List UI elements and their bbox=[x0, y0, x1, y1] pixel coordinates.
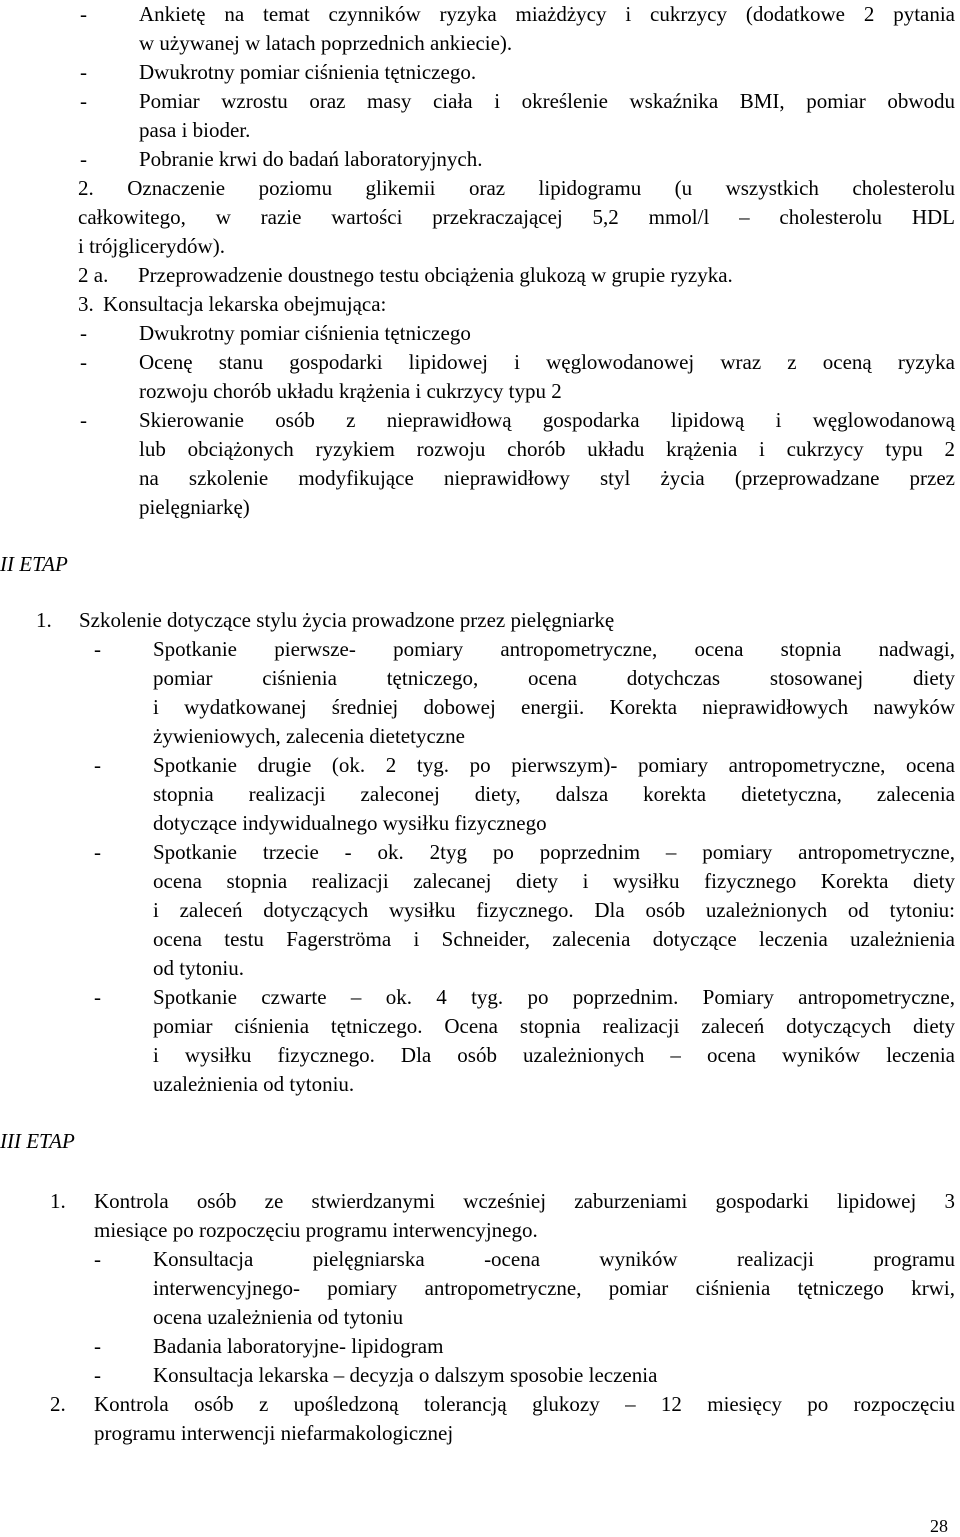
list-item: Skierowanie osób z nieprawidłową gospodarka lipidową i węglowodanową bbox=[139, 408, 955, 432]
point-label: 3. bbox=[78, 292, 94, 316]
point-label: 1. bbox=[36, 608, 52, 632]
list-dash: - bbox=[80, 147, 87, 171]
list-item-continuation: ocena stopnia realizacji zalecanej diety i wysiłku fizycznego Korekta diety bbox=[153, 869, 955, 893]
list-item-continuation: dotyczące indywidualnego wysiłku fizycznego bbox=[153, 811, 547, 835]
list-item: Ocenę stanu gospodarki lipidowej i węglowodanowej wraz z oceną ryzyka bbox=[139, 350, 955, 374]
list-dash: - bbox=[94, 840, 101, 864]
list-item-continuation: lub obciążonych ryzykiem rozwoju chorób układu krążenia i cukrzycy typu 2 bbox=[139, 437, 955, 461]
list-dash: - bbox=[80, 2, 87, 26]
paragraph-line: Przeprowadzenie doustnego testu obciążenia glukozą w grupie ryzyka. bbox=[138, 263, 733, 287]
list-item-continuation: i zaleceń dotyczących wysiłku fizycznego. Dla osób uzależnionych od tytoniu: bbox=[153, 898, 955, 922]
list-item-continuation: żywieniowych, zalecenia dietetyczne bbox=[153, 724, 465, 748]
list-item: Spotkanie pierwsze- pomiary antropometryczne, ocena stopnia nadwagi, bbox=[153, 637, 955, 661]
point-label: 2. bbox=[50, 1392, 66, 1416]
list-item: Spotkanie drugie (ok. 2 tyg. po pierwszym)- pomiary antropometryczne, ocena bbox=[153, 753, 955, 777]
list-dash: - bbox=[80, 89, 87, 113]
paragraph-line: całkowitego, w razie wartości przekraczającej 5,2 mmol/l – cholesterolu HDL bbox=[78, 205, 955, 229]
paragraph-line: Konsultacja lekarska obejmująca: bbox=[103, 292, 387, 316]
paragraph-line: Kontrola osób z upośledzoną tolerancją glukozy – 12 miesięcy po rozpoczęciu bbox=[94, 1392, 955, 1416]
paragraph-line: Kontrola osób ze stwierdzanymi wcześniej zaburzeniami gospodarki lipidowej 3 bbox=[94, 1189, 955, 1213]
list-item-continuation: rozwoju chorób układu krążenia i cukrzycy typu 2 bbox=[139, 379, 562, 403]
list-dash: - bbox=[94, 637, 101, 661]
list-item-continuation: interwencyjnego- pomiary antropometryczne, pomiar ciśnienia tętniczego krwi, bbox=[153, 1276, 955, 1300]
list-item-continuation: od tytoniu. bbox=[153, 956, 245, 980]
paragraph-line: 2. Oznaczenie poziomu glikemii oraz lipidogramu (u wszystkich cholesterolu bbox=[78, 176, 955, 200]
list-dash: - bbox=[80, 408, 87, 432]
list-item-continuation: ocena uzależnienia od tytoniu bbox=[153, 1305, 404, 1329]
list-item: Ankietę na temat czynników ryzyka miażdżycy i cukrzycy (dodatkowe 2 pytania bbox=[139, 2, 955, 26]
point-label: 2 a. bbox=[78, 263, 109, 287]
page-number: 28 bbox=[930, 1516, 948, 1536]
list-dash: - bbox=[80, 350, 87, 374]
section-heading-etap-2: II ETAP bbox=[0, 552, 68, 576]
list-dash: - bbox=[80, 60, 87, 84]
list-item-continuation: i wydatkowanej średniej dobowej energii. Korekta nieprawidłowych nawyków bbox=[153, 695, 955, 719]
list-dash: - bbox=[80, 321, 87, 345]
list-dash: - bbox=[94, 753, 101, 777]
point-label: 1. bbox=[50, 1189, 66, 1213]
section-heading-etap-3: III ETAP bbox=[0, 1129, 75, 1153]
list-item: Spotkanie czwarte – ok. 4 tyg. po poprzednim. Pomiary antropometryczne, bbox=[153, 985, 955, 1009]
list-item-continuation: na szkolenie modyfikujące nieprawidłowy styl życia (przeprowadzane przez bbox=[139, 466, 955, 490]
paragraph-line: programu interwencji niefarmakologicznej bbox=[94, 1421, 454, 1445]
list-item-continuation: pielęgniarkę) bbox=[139, 495, 250, 519]
paragraph-line: Szkolenie dotyczące stylu życia prowadzone przez pielęgniarkę bbox=[79, 608, 615, 632]
list-dash: - bbox=[94, 1334, 101, 1358]
list-item: Konsultacja lekarska – decyzja o dalszym sposobie leczenia bbox=[153, 1363, 658, 1387]
list-item-continuation: pasa i bioder. bbox=[139, 118, 251, 142]
list-item-continuation: uzależnienia od tytoniu. bbox=[153, 1072, 355, 1096]
list-item: Pobranie krwi do badań laboratoryjnych. bbox=[139, 147, 483, 171]
list-item: Konsultacja pielęgniarska -ocena wyników realizacji programu bbox=[153, 1247, 955, 1271]
list-item-continuation: w używanej w latach poprzednich ankiecie). bbox=[139, 31, 513, 55]
list-item: Spotkanie trzecie - ok. 2tyg po poprzednim – pomiary antropometryczne, bbox=[153, 840, 955, 864]
list-item: Dwukrotny pomiar ciśnienia tętniczego. bbox=[139, 60, 477, 84]
list-item: Dwukrotny pomiar ciśnienia tętniczego bbox=[139, 321, 471, 345]
list-item: Pomiar wzrostu oraz masy ciała i określenie wskaźnika BMI, pomiar obwodu bbox=[139, 89, 955, 113]
list-item-continuation: pomiar ciśnienia tętniczego, ocena dotychczas stosowanej diety bbox=[153, 666, 955, 690]
list-dash: - bbox=[94, 1363, 101, 1387]
list-item: Badania laboratoryjne- lipidogram bbox=[153, 1334, 444, 1358]
list-item-continuation: stopnia realizacji zaleconej diety, dalsza korekta dietetyczna, zalecenia bbox=[153, 782, 955, 806]
list-item-continuation: ocena testu Fagerströma i Schneider, zalecenia dotyczące leczenia uzależnienia bbox=[153, 927, 955, 951]
paragraph-line: miesiące po rozpoczęciu programu interwencyjnego. bbox=[94, 1218, 538, 1242]
list-dash: - bbox=[94, 1247, 101, 1271]
list-item-continuation: i wysiłku fizycznego. Dla osób uzależnionych – ocena wyników leczenia bbox=[153, 1043, 955, 1067]
paragraph-line: i trójglicerydów). bbox=[78, 234, 225, 258]
list-item-continuation: pomiar ciśnienia tętniczego. Ocena stopnia realizacji zaleceń dotyczących diety bbox=[153, 1014, 955, 1038]
list-dash: - bbox=[94, 985, 101, 1009]
